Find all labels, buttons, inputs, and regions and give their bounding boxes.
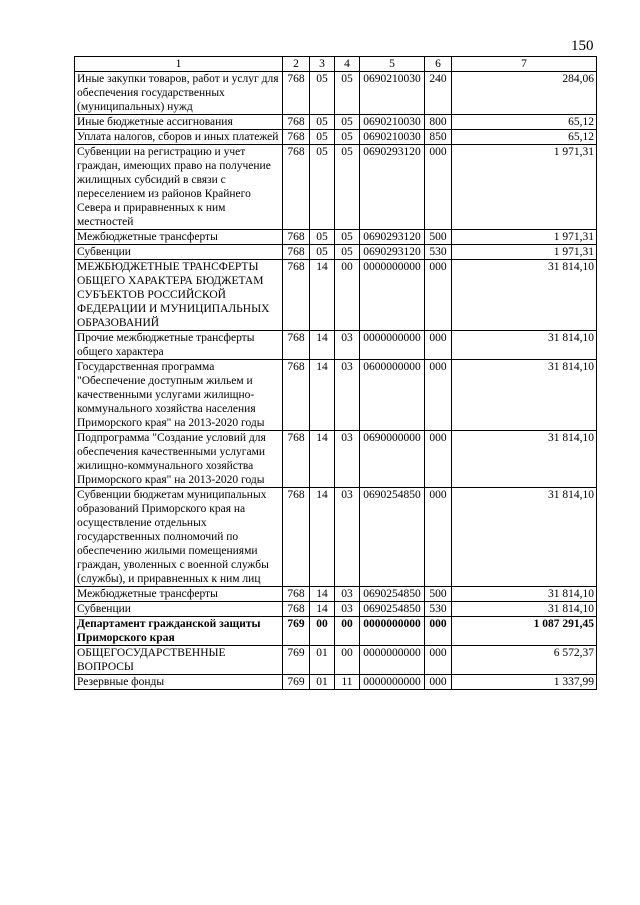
row-code-cell: 768 <box>283 331 310 360</box>
row-section-cell: 14 <box>310 431 335 488</box>
row-amount-cell: 1 087 291,45 <box>452 617 597 646</box>
row-expense-type-cell: 000 <box>425 617 452 646</box>
row-section-cell: 05 <box>310 245 335 260</box>
row-subsection-cell: 00 <box>335 260 360 331</box>
row-code-cell: 768 <box>283 431 310 488</box>
row-subsection-cell: 03 <box>335 431 360 488</box>
row-code-cell: 769 <box>283 617 310 646</box>
row-target-article-cell: 0690210030 <box>360 72 425 115</box>
table-row <box>75 617 597 646</box>
row-subsection-cell: 03 <box>335 587 360 602</box>
table-row <box>75 245 597 260</box>
table-row <box>75 488 597 587</box>
row-amount-cell: 1 971,31 <box>452 230 597 245</box>
row-target-article-cell: 0690210030 <box>360 130 425 145</box>
row-amount-cell: 31 814,10 <box>452 331 597 360</box>
column-header: 7 <box>452 57 597 72</box>
row-expense-type-cell: 500 <box>425 587 452 602</box>
column-header: 1 <box>75 57 283 72</box>
row-amount-cell: 65,12 <box>452 115 597 130</box>
row-name-cell: МЕЖБЮДЖЕТНЫЕ ТРАНСФЕРТЫ ОБЩЕГО ХАРАКТЕРА БЮДЖЕТАМ СУБЪЕКТОВ РОССИЙСКОЙ ФЕДЕРАЦИИ И МУНИЦИПАЛЬНЫХ ОБРАЗОВАНИЙ <box>75 260 283 331</box>
row-target-article-cell: 0000000000 <box>360 617 425 646</box>
row-expense-type-cell: 000 <box>425 145 452 230</box>
row-code-cell: 768 <box>283 72 310 115</box>
row-name-cell: Иные закупки товаров, работ и услуг для обеспечения государственных (муниципальных) нужд <box>75 72 283 115</box>
row-section-cell: 05 <box>310 145 335 230</box>
row-amount-cell: 31 814,10 <box>452 431 597 488</box>
row-name-cell: Департамент гражданской защиты Приморского края <box>75 617 283 646</box>
row-expense-type-cell: 850 <box>425 130 452 145</box>
row-name-cell: Субвенции бюджетам муниципальных образований Приморского края на осуществление отдельных государственных полномочий по обеспечению жилыми помещениями граждан, уволенных с военной службы (службы), и приравненных к ним лиц <box>75 488 283 587</box>
column-header: 2 <box>283 57 310 72</box>
row-subsection-cell: 11 <box>335 675 360 690</box>
row-expense-type-cell: 800 <box>425 115 452 130</box>
table-row <box>75 360 597 431</box>
column-header: 4 <box>335 57 360 72</box>
table-row <box>75 230 597 245</box>
row-name-cell: Субвенции <box>75 245 283 260</box>
row-subsection-cell: 05 <box>335 72 360 115</box>
row-code-cell: 768 <box>283 145 310 230</box>
table-row <box>75 675 597 690</box>
row-amount-cell: 65,12 <box>452 130 597 145</box>
row-amount-cell: 31 814,10 <box>452 602 597 617</box>
row-expense-type-cell: 530 <box>425 245 452 260</box>
table-row <box>75 587 597 602</box>
table-row <box>75 145 597 230</box>
row-section-cell: 05 <box>310 230 335 245</box>
row-name-cell: Резервные фонды <box>75 675 283 690</box>
row-target-article-cell: 0000000000 <box>360 331 425 360</box>
column-header: 5 <box>360 57 425 72</box>
row-section-cell: 14 <box>310 260 335 331</box>
row-name-cell: Субвенции на регистрацию и учет граждан, имеющих право на получение жилищных субсидий в связи с переселением из районов Крайнего Севера и приравненных к ним местностей <box>75 145 283 230</box>
row-name-cell: Субвенции <box>75 602 283 617</box>
row-amount-cell: 1 337,99 <box>452 675 597 690</box>
column-header: 3 <box>310 57 335 72</box>
row-subsection-cell: 00 <box>335 617 360 646</box>
row-target-article-cell: 0690254850 <box>360 587 425 602</box>
row-subsection-cell: 03 <box>335 488 360 587</box>
row-expense-type-cell: 000 <box>425 360 452 431</box>
row-target-article-cell: 0690293120 <box>360 230 425 245</box>
table-row <box>75 331 597 360</box>
row-section-cell: 00 <box>310 617 335 646</box>
row-section-cell: 05 <box>310 72 335 115</box>
row-subsection-cell: 05 <box>335 245 360 260</box>
row-expense-type-cell: 000 <box>425 431 452 488</box>
budget-table <box>74 56 597 690</box>
row-name-cell: Государственная программа "Обеспечение доступным жильем и качественными услугами жилищно-коммунального хозяйства населения Приморского края" на 2013-2020 годы <box>75 360 283 431</box>
row-target-article-cell: 0000000000 <box>360 675 425 690</box>
row-section-cell: 05 <box>310 115 335 130</box>
row-section-cell: 14 <box>310 602 335 617</box>
row-section-cell: 14 <box>310 360 335 431</box>
table-row <box>75 431 597 488</box>
row-expense-type-cell: 000 <box>425 646 452 675</box>
table-row <box>75 260 597 331</box>
table-row <box>75 602 597 617</box>
row-subsection-cell: 03 <box>335 360 360 431</box>
row-name-cell: Уплата налогов, сборов и иных платежей <box>75 130 283 145</box>
table-header-row <box>75 57 597 72</box>
row-expense-type-cell: 500 <box>425 230 452 245</box>
row-amount-cell: 31 814,10 <box>452 260 597 331</box>
row-section-cell: 14 <box>310 331 335 360</box>
row-code-cell: 768 <box>283 602 310 617</box>
row-target-article-cell: 0000000000 <box>360 646 425 675</box>
row-target-article-cell: 0600000000 <box>360 360 425 431</box>
row-section-cell: 14 <box>310 587 335 602</box>
row-target-article-cell: 0690000000 <box>360 431 425 488</box>
row-code-cell: 768 <box>283 245 310 260</box>
row-code-cell: 768 <box>283 230 310 245</box>
row-target-article-cell: 0690254850 <box>360 602 425 617</box>
row-code-cell: 768 <box>283 488 310 587</box>
table-row <box>75 130 597 145</box>
row-amount-cell: 1 971,31 <box>452 245 597 260</box>
table-row <box>75 72 597 115</box>
row-subsection-cell: 05 <box>335 145 360 230</box>
row-amount-cell: 284,06 <box>452 72 597 115</box>
row-amount-cell: 31 814,10 <box>452 360 597 431</box>
row-name-cell: Межбюджетные трансферты <box>75 230 283 245</box>
row-amount-cell: 6 572,37 <box>452 646 597 675</box>
row-section-cell: 01 <box>310 646 335 675</box>
row-amount-cell: 1 971,31 <box>452 145 597 230</box>
row-section-cell: 01 <box>310 675 335 690</box>
row-subsection-cell: 03 <box>335 331 360 360</box>
row-expense-type-cell: 240 <box>425 72 452 115</box>
row-subsection-cell: 00 <box>335 646 360 675</box>
row-target-article-cell: 0690254850 <box>360 488 425 587</box>
row-target-article-cell: 0000000000 <box>360 260 425 331</box>
row-subsection-cell: 05 <box>335 115 360 130</box>
row-expense-type-cell: 530 <box>425 602 452 617</box>
row-subsection-cell: 05 <box>335 230 360 245</box>
row-amount-cell: 31 814,10 <box>452 488 597 587</box>
page-number: 150 <box>571 38 594 54</box>
row-section-cell: 05 <box>310 130 335 145</box>
row-code-cell: 769 <box>283 675 310 690</box>
column-header: 6 <box>425 57 452 72</box>
row-amount-cell: 31 814,10 <box>452 587 597 602</box>
row-code-cell: 769 <box>283 646 310 675</box>
row-code-cell: 768 <box>283 115 310 130</box>
row-section-cell: 14 <box>310 488 335 587</box>
row-name-cell: Иные бюджетные ассигнования <box>75 115 283 130</box>
row-expense-type-cell: 000 <box>425 331 452 360</box>
row-target-article-cell: 0690210030 <box>360 115 425 130</box>
row-code-cell: 768 <box>283 360 310 431</box>
row-expense-type-cell: 000 <box>425 260 452 331</box>
table-row <box>75 115 597 130</box>
row-code-cell: 768 <box>283 587 310 602</box>
row-name-cell: Прочие межбюджетные трансферты общего характера <box>75 331 283 360</box>
row-subsection-cell: 03 <box>335 602 360 617</box>
table-row <box>75 646 597 675</box>
row-code-cell: 768 <box>283 130 310 145</box>
row-subsection-cell: 05 <box>335 130 360 145</box>
row-name-cell: Подпрограмма "Создание условий для обеспечения качественными услугами жилищно-коммунального хозяйства Приморского края" на 2013-2020 годы <box>75 431 283 488</box>
row-expense-type-cell: 000 <box>425 675 452 690</box>
row-name-cell: ОБЩЕГОСУДАРСТВЕННЫЕ ВОПРОСЫ <box>75 646 283 675</box>
row-code-cell: 768 <box>283 260 310 331</box>
row-expense-type-cell: 000 <box>425 488 452 587</box>
row-target-article-cell: 0690293120 <box>360 245 425 260</box>
row-name-cell: Межбюджетные трансферты <box>75 587 283 602</box>
row-target-article-cell: 0690293120 <box>360 145 425 230</box>
